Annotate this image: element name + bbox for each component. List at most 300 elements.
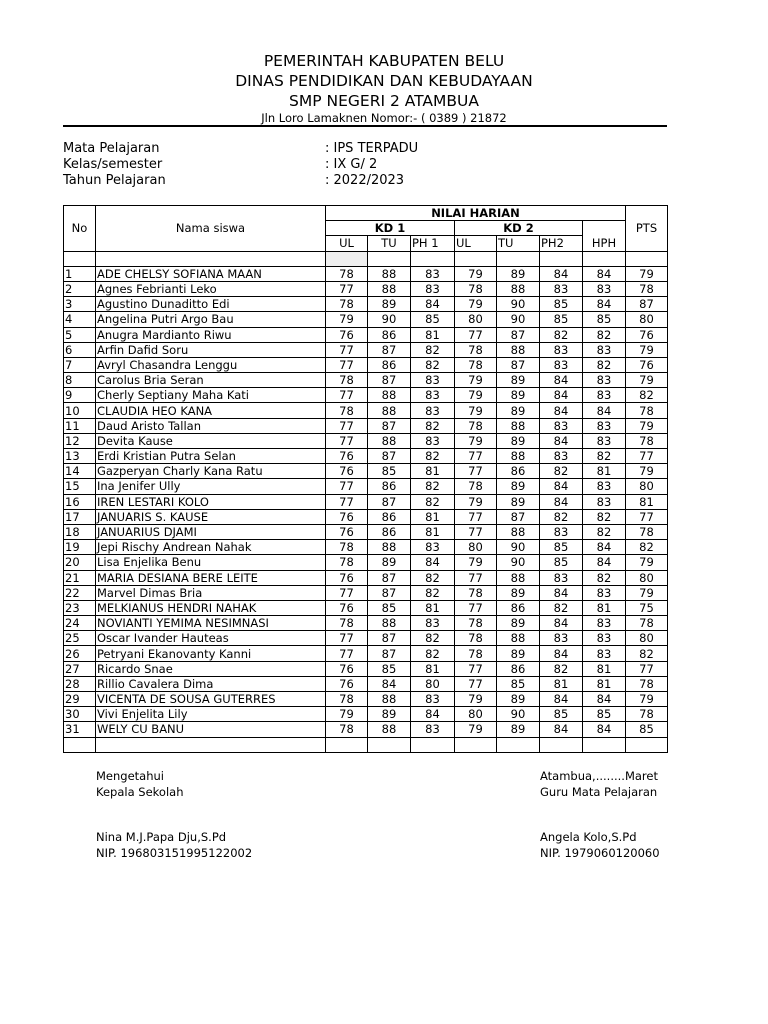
score-cell: 82 (626, 646, 668, 661)
score-cell: 89 (497, 403, 540, 418)
score-cell: 78 (326, 692, 368, 707)
score-cell: 87 (368, 585, 411, 600)
score-cell: 83 (411, 388, 455, 403)
student-name: Vivi Enjelita Lily (96, 707, 326, 722)
score-cell: 87 (368, 646, 411, 661)
score-cell: 78 (455, 357, 497, 372)
score-cell: 79 (455, 403, 497, 418)
score-cell: 79 (455, 494, 497, 509)
grades-table (63, 205, 668, 753)
score-cell: 84 (540, 722, 583, 737)
table-row (64, 266, 668, 281)
row-number: 24 (64, 616, 96, 631)
score-cell: 78 (455, 342, 497, 357)
meta-value: : 2022/2023 (325, 173, 405, 188)
spacer-cell (96, 251, 326, 266)
row-number: 4 (64, 312, 96, 327)
score-cell: 79 (626, 373, 668, 388)
row-number: 26 (64, 646, 96, 661)
student-name: MELKIANUS HENDRI NAHAK (96, 600, 326, 615)
student-name: MARIA DESIANA BERE LEITE (96, 570, 326, 585)
score-cell: 79 (626, 342, 668, 357)
score-cell: 85 (368, 464, 411, 479)
score-cell: 81 (411, 464, 455, 479)
score-cell: 88 (497, 570, 540, 585)
score-cell: 76 (326, 464, 368, 479)
row-number: 1 (64, 266, 96, 281)
score-cell: 81 (540, 676, 583, 691)
score-cell: 77 (626, 449, 668, 464)
principal-nip: NIP. 196803151995122002 (96, 846, 253, 860)
score-cell: 77 (326, 433, 368, 448)
score-cell: 78 (626, 403, 668, 418)
score-cell: 84 (583, 297, 626, 312)
score-cell: 80 (626, 631, 668, 646)
score-cell: 83 (411, 540, 455, 555)
spacer-cell (626, 251, 668, 266)
score-cell: 78 (326, 540, 368, 555)
empty-cell (497, 737, 540, 752)
table-row (64, 357, 668, 372)
score-cell: 82 (540, 661, 583, 676)
score-cell: 89 (497, 692, 540, 707)
score-cell: 83 (411, 722, 455, 737)
score-cell: 83 (540, 631, 583, 646)
score-cell: 88 (497, 281, 540, 296)
score-cell: 88 (497, 449, 540, 464)
score-cell: 79 (455, 433, 497, 448)
score-cell: 79 (455, 555, 497, 570)
student-name: Agnes Febrianti Leko (96, 281, 326, 296)
score-cell: 78 (626, 524, 668, 539)
student-name: Cherly Septiany Maha Kati (96, 388, 326, 403)
score-cell: 76 (326, 449, 368, 464)
score-cell: 80 (626, 479, 668, 494)
table-row (64, 418, 668, 433)
score-cell: 85 (540, 312, 583, 327)
score-cell: 76 (626, 357, 668, 372)
score-cell: 82 (583, 357, 626, 372)
table-row (64, 509, 668, 524)
name-header: Nama siswa (96, 206, 326, 252)
meta-label: Mata Pelajaran (63, 141, 160, 156)
score-cell: 78 (626, 616, 668, 631)
student-name: IREN LESTARI KOLO (96, 494, 326, 509)
table-row (64, 327, 668, 342)
score-cell: 81 (583, 661, 626, 676)
score-cell: 83 (411, 373, 455, 388)
score-cell: 83 (411, 433, 455, 448)
sig-right-line1: Atambua,........Maret (540, 769, 658, 783)
score-cell: 83 (411, 266, 455, 281)
spacer-cell (368, 251, 411, 266)
score-cell: 89 (497, 373, 540, 388)
row-number: 25 (64, 631, 96, 646)
student-name: Jepi Rischy Andrean Nahak (96, 540, 326, 555)
school-address: Jln Loro Lamaknen Nomor:- ( 0389 ) 21872 (261, 111, 507, 125)
empty-cell (411, 737, 455, 752)
score-cell: 77 (326, 479, 368, 494)
score-cell: 90 (368, 312, 411, 327)
table-row (64, 449, 668, 464)
score-cell: 80 (411, 676, 455, 691)
spacer-cell (411, 251, 455, 266)
row-number: 21 (64, 570, 96, 585)
table-row (64, 297, 668, 312)
student-name: Ina Jenifer Ully (96, 479, 326, 494)
score-cell: 90 (497, 540, 540, 555)
row-number: 13 (64, 449, 96, 464)
student-name: Gazperyan Charly Kana Ratu (96, 464, 326, 479)
score-cell: 78 (455, 281, 497, 296)
score-cell: 77 (326, 281, 368, 296)
score-cell: 80 (455, 707, 497, 722)
student-name: ADE CHELSY SOFIANA MAAN (96, 266, 326, 281)
score-cell: 86 (497, 661, 540, 676)
row-number: 27 (64, 661, 96, 676)
table-row (64, 555, 668, 570)
score-cell: 76 (326, 509, 368, 524)
score-cell: 88 (497, 418, 540, 433)
sub-header-ul-1: UL (326, 236, 368, 251)
department-title: DINAS PENDIDIKAN DAN KEBUDAYAAN (235, 72, 533, 90)
score-cell: 78 (626, 676, 668, 691)
empty-cell (540, 737, 583, 752)
score-cell: 85 (626, 722, 668, 737)
hph-spacer (583, 221, 626, 236)
score-cell: 78 (455, 418, 497, 433)
score-cell: 83 (583, 418, 626, 433)
score-cell: 84 (583, 692, 626, 707)
score-cell: 81 (411, 327, 455, 342)
sig-left-line2: Kepala Sekolah (96, 785, 184, 799)
table-row (64, 433, 668, 448)
government-title: PEMERINTAH KABUPATEN BELU (263, 52, 505, 70)
student-name: Devita Kause (96, 433, 326, 448)
score-cell: 89 (497, 494, 540, 509)
score-cell: 77 (326, 388, 368, 403)
score-cell: 84 (368, 676, 411, 691)
score-cell: 89 (497, 646, 540, 661)
score-cell: 90 (497, 707, 540, 722)
score-cell: 77 (326, 418, 368, 433)
score-cell: 79 (455, 692, 497, 707)
score-cell: 85 (368, 661, 411, 676)
score-cell: 77 (455, 570, 497, 585)
score-cell: 82 (411, 357, 455, 372)
no-header: No (64, 206, 96, 252)
score-cell: 87 (368, 570, 411, 585)
score-cell: 78 (326, 403, 368, 418)
student-name: Arfin Dafid Soru (96, 342, 326, 357)
empty-cell (64, 737, 96, 752)
score-cell: 86 (497, 464, 540, 479)
score-cell: 83 (583, 494, 626, 509)
row-number: 22 (64, 585, 96, 600)
table-row (64, 585, 668, 600)
score-cell: 85 (540, 297, 583, 312)
principal-name: Nina M.J.Papa Dju,S.Pd (96, 830, 227, 844)
score-cell: 78 (326, 722, 368, 737)
row-number: 28 (64, 676, 96, 691)
grade-rows (64, 266, 668, 752)
table-row (64, 403, 668, 418)
student-name: Daud Aristo Tallan (96, 418, 326, 433)
score-cell: 81 (626, 494, 668, 509)
score-cell: 78 (326, 616, 368, 631)
score-cell: 84 (540, 646, 583, 661)
score-cell: 88 (497, 524, 540, 539)
score-cell: 78 (455, 646, 497, 661)
score-cell: 85 (540, 555, 583, 570)
score-cell: 90 (497, 297, 540, 312)
school-name: SMP NEGERI 2 ATAMBUA (289, 92, 479, 110)
score-cell: 78 (626, 281, 668, 296)
score-cell: 77 (455, 327, 497, 342)
score-cell: 84 (411, 707, 455, 722)
table-row (64, 676, 668, 691)
row-number: 31 (64, 722, 96, 737)
score-cell: 89 (368, 555, 411, 570)
score-cell: 84 (540, 479, 583, 494)
meta-label: Kelas/semester (63, 157, 163, 172)
score-cell: 86 (368, 357, 411, 372)
score-cell: 85 (497, 676, 540, 691)
row-number: 20 (64, 555, 96, 570)
score-cell: 86 (368, 327, 411, 342)
score-cell: 78 (326, 373, 368, 388)
score-cell: 79 (626, 692, 668, 707)
sig-right-line2: Guru Mata Pelajaran (540, 785, 658, 799)
row-number: 14 (64, 464, 96, 479)
score-cell: 76 (626, 327, 668, 342)
score-cell: 83 (583, 585, 626, 600)
score-cell: 82 (540, 509, 583, 524)
sub-header-ph2: PH2 (540, 236, 583, 251)
score-cell: 88 (368, 281, 411, 296)
score-cell: 77 (455, 524, 497, 539)
score-cell: 77 (455, 600, 497, 615)
score-cell: 89 (368, 297, 411, 312)
score-cell: 87 (368, 373, 411, 388)
score-cell: 82 (583, 327, 626, 342)
score-cell: 84 (540, 692, 583, 707)
score-cell: 77 (326, 631, 368, 646)
score-cell: 83 (583, 479, 626, 494)
score-cell: 79 (455, 266, 497, 281)
score-cell: 87 (626, 297, 668, 312)
score-cell: 83 (540, 570, 583, 585)
score-cell: 77 (455, 661, 497, 676)
score-cell: 88 (368, 433, 411, 448)
score-cell: 84 (583, 555, 626, 570)
empty-cell (626, 737, 668, 752)
student-name: WELY CU BANU (96, 722, 326, 737)
score-cell: 76 (326, 600, 368, 615)
score-cell: 82 (540, 327, 583, 342)
score-cell: 88 (368, 722, 411, 737)
row-number: 2 (64, 281, 96, 296)
score-cell: 84 (540, 388, 583, 403)
student-name: JANUARIS S. KAUSE (96, 509, 326, 524)
score-cell: 83 (583, 373, 626, 388)
empty-cell (368, 737, 411, 752)
spacer-cell (455, 251, 497, 266)
score-cell: 79 (326, 707, 368, 722)
score-cell: 87 (497, 509, 540, 524)
sub-header-tu-1: TU (368, 236, 411, 251)
row-number: 6 (64, 342, 96, 357)
score-cell: 86 (497, 600, 540, 615)
score-cell: 88 (368, 403, 411, 418)
score-cell: 83 (583, 631, 626, 646)
score-cell: 85 (540, 707, 583, 722)
table-row (64, 661, 668, 676)
score-cell: 80 (455, 312, 497, 327)
score-cell: 88 (497, 631, 540, 646)
score-cell: 84 (583, 266, 626, 281)
row-number: 11 (64, 418, 96, 433)
row-number: 29 (64, 692, 96, 707)
score-cell: 83 (583, 616, 626, 631)
row-number: 18 (64, 524, 96, 539)
score-cell: 76 (326, 570, 368, 585)
student-name: Avryl Chasandra Lenggu (96, 357, 326, 372)
score-cell: 89 (497, 388, 540, 403)
score-cell: 77 (626, 509, 668, 524)
sub-header-ph1: PH 1 (411, 236, 455, 251)
empty-row (64, 737, 668, 752)
score-cell: 82 (411, 342, 455, 357)
score-cell: 76 (326, 524, 368, 539)
score-cell: 82 (583, 524, 626, 539)
score-cell: 85 (540, 540, 583, 555)
score-cell: 84 (540, 494, 583, 509)
student-name: Petryani Ekanovanty Kanni (96, 646, 326, 661)
score-cell: 82 (411, 631, 455, 646)
score-cell: 77 (326, 357, 368, 372)
score-cell: 80 (626, 570, 668, 585)
table-row (64, 494, 668, 509)
score-cell: 82 (411, 646, 455, 661)
score-cell: 84 (411, 297, 455, 312)
score-cell: 77 (455, 676, 497, 691)
empty-cell (326, 737, 368, 752)
score-cell: 81 (411, 600, 455, 615)
score-cell: 86 (368, 479, 411, 494)
score-cell: 89 (497, 722, 540, 737)
row-number: 15 (64, 479, 96, 494)
student-name: VICENTA DE SOUSA GUTERRES (96, 692, 326, 707)
score-cell: 83 (540, 418, 583, 433)
score-cell: 76 (326, 661, 368, 676)
score-cell: 82 (626, 388, 668, 403)
score-cell: 90 (497, 312, 540, 327)
score-cell: 83 (411, 403, 455, 418)
score-cell: 84 (540, 403, 583, 418)
score-cell: 79 (626, 585, 668, 600)
sub-header-tu-2: TU (497, 236, 540, 251)
table-row (64, 373, 668, 388)
row-number: 30 (64, 707, 96, 722)
pts-header: PTS (626, 206, 668, 252)
score-cell: 84 (540, 616, 583, 631)
spacer-cell (540, 251, 583, 266)
score-cell: 82 (540, 600, 583, 615)
table-row (64, 600, 668, 615)
score-cell: 77 (455, 509, 497, 524)
score-cell: 78 (326, 297, 368, 312)
table-row (64, 692, 668, 707)
score-cell: 83 (583, 281, 626, 296)
table-row (64, 631, 668, 646)
score-cell: 85 (583, 312, 626, 327)
student-name: Agustino Dunaditto Edi (96, 297, 326, 312)
score-cell: 78 (455, 631, 497, 646)
kd1-header: KD 1 (326, 221, 455, 236)
meta-value: : IX G/ 2 (325, 157, 378, 172)
score-cell: 87 (368, 631, 411, 646)
score-cell: 86 (368, 509, 411, 524)
score-cell: 88 (368, 616, 411, 631)
meta-value: : IPS TERPADU (325, 141, 419, 156)
table-row (64, 281, 668, 296)
score-cell: 75 (626, 600, 668, 615)
score-cell: 87 (368, 494, 411, 509)
score-cell: 82 (583, 449, 626, 464)
table-row (64, 722, 668, 737)
student-name: Erdi Kristian Putra Selan (96, 449, 326, 464)
table-row (64, 388, 668, 403)
score-cell: 83 (540, 342, 583, 357)
score-cell: 87 (497, 327, 540, 342)
table-row (64, 342, 668, 357)
score-cell: 82 (411, 494, 455, 509)
score-cell: 83 (540, 281, 583, 296)
table-row (64, 570, 668, 585)
score-cell: 79 (626, 555, 668, 570)
row-number: 8 (64, 373, 96, 388)
score-cell: 83 (583, 433, 626, 448)
student-name: Lisa Enjelika Benu (96, 555, 326, 570)
table-row (64, 540, 668, 555)
row-number: 17 (64, 509, 96, 524)
score-cell: 81 (583, 676, 626, 691)
empty-cell (455, 737, 497, 752)
score-cell: 79 (455, 297, 497, 312)
table-row (64, 479, 668, 494)
score-cell: 76 (326, 676, 368, 691)
score-cell: 85 (411, 312, 455, 327)
table-row (64, 646, 668, 661)
spacer-cell (583, 251, 626, 266)
score-cell: 86 (368, 524, 411, 539)
header-divider (63, 125, 667, 127)
score-cell: 81 (583, 464, 626, 479)
student-name: Carolus Bria Seran (96, 373, 326, 388)
score-cell: 82 (583, 570, 626, 585)
score-cell: 89 (497, 266, 540, 281)
spacer-cell (497, 251, 540, 266)
score-cell: 80 (626, 312, 668, 327)
score-cell: 78 (455, 616, 497, 631)
score-cell: 89 (368, 707, 411, 722)
student-name: Ricardo Snae (96, 661, 326, 676)
score-cell: 89 (497, 479, 540, 494)
score-cell: 77 (326, 585, 368, 600)
score-cell: 78 (455, 479, 497, 494)
score-cell: 83 (411, 616, 455, 631)
